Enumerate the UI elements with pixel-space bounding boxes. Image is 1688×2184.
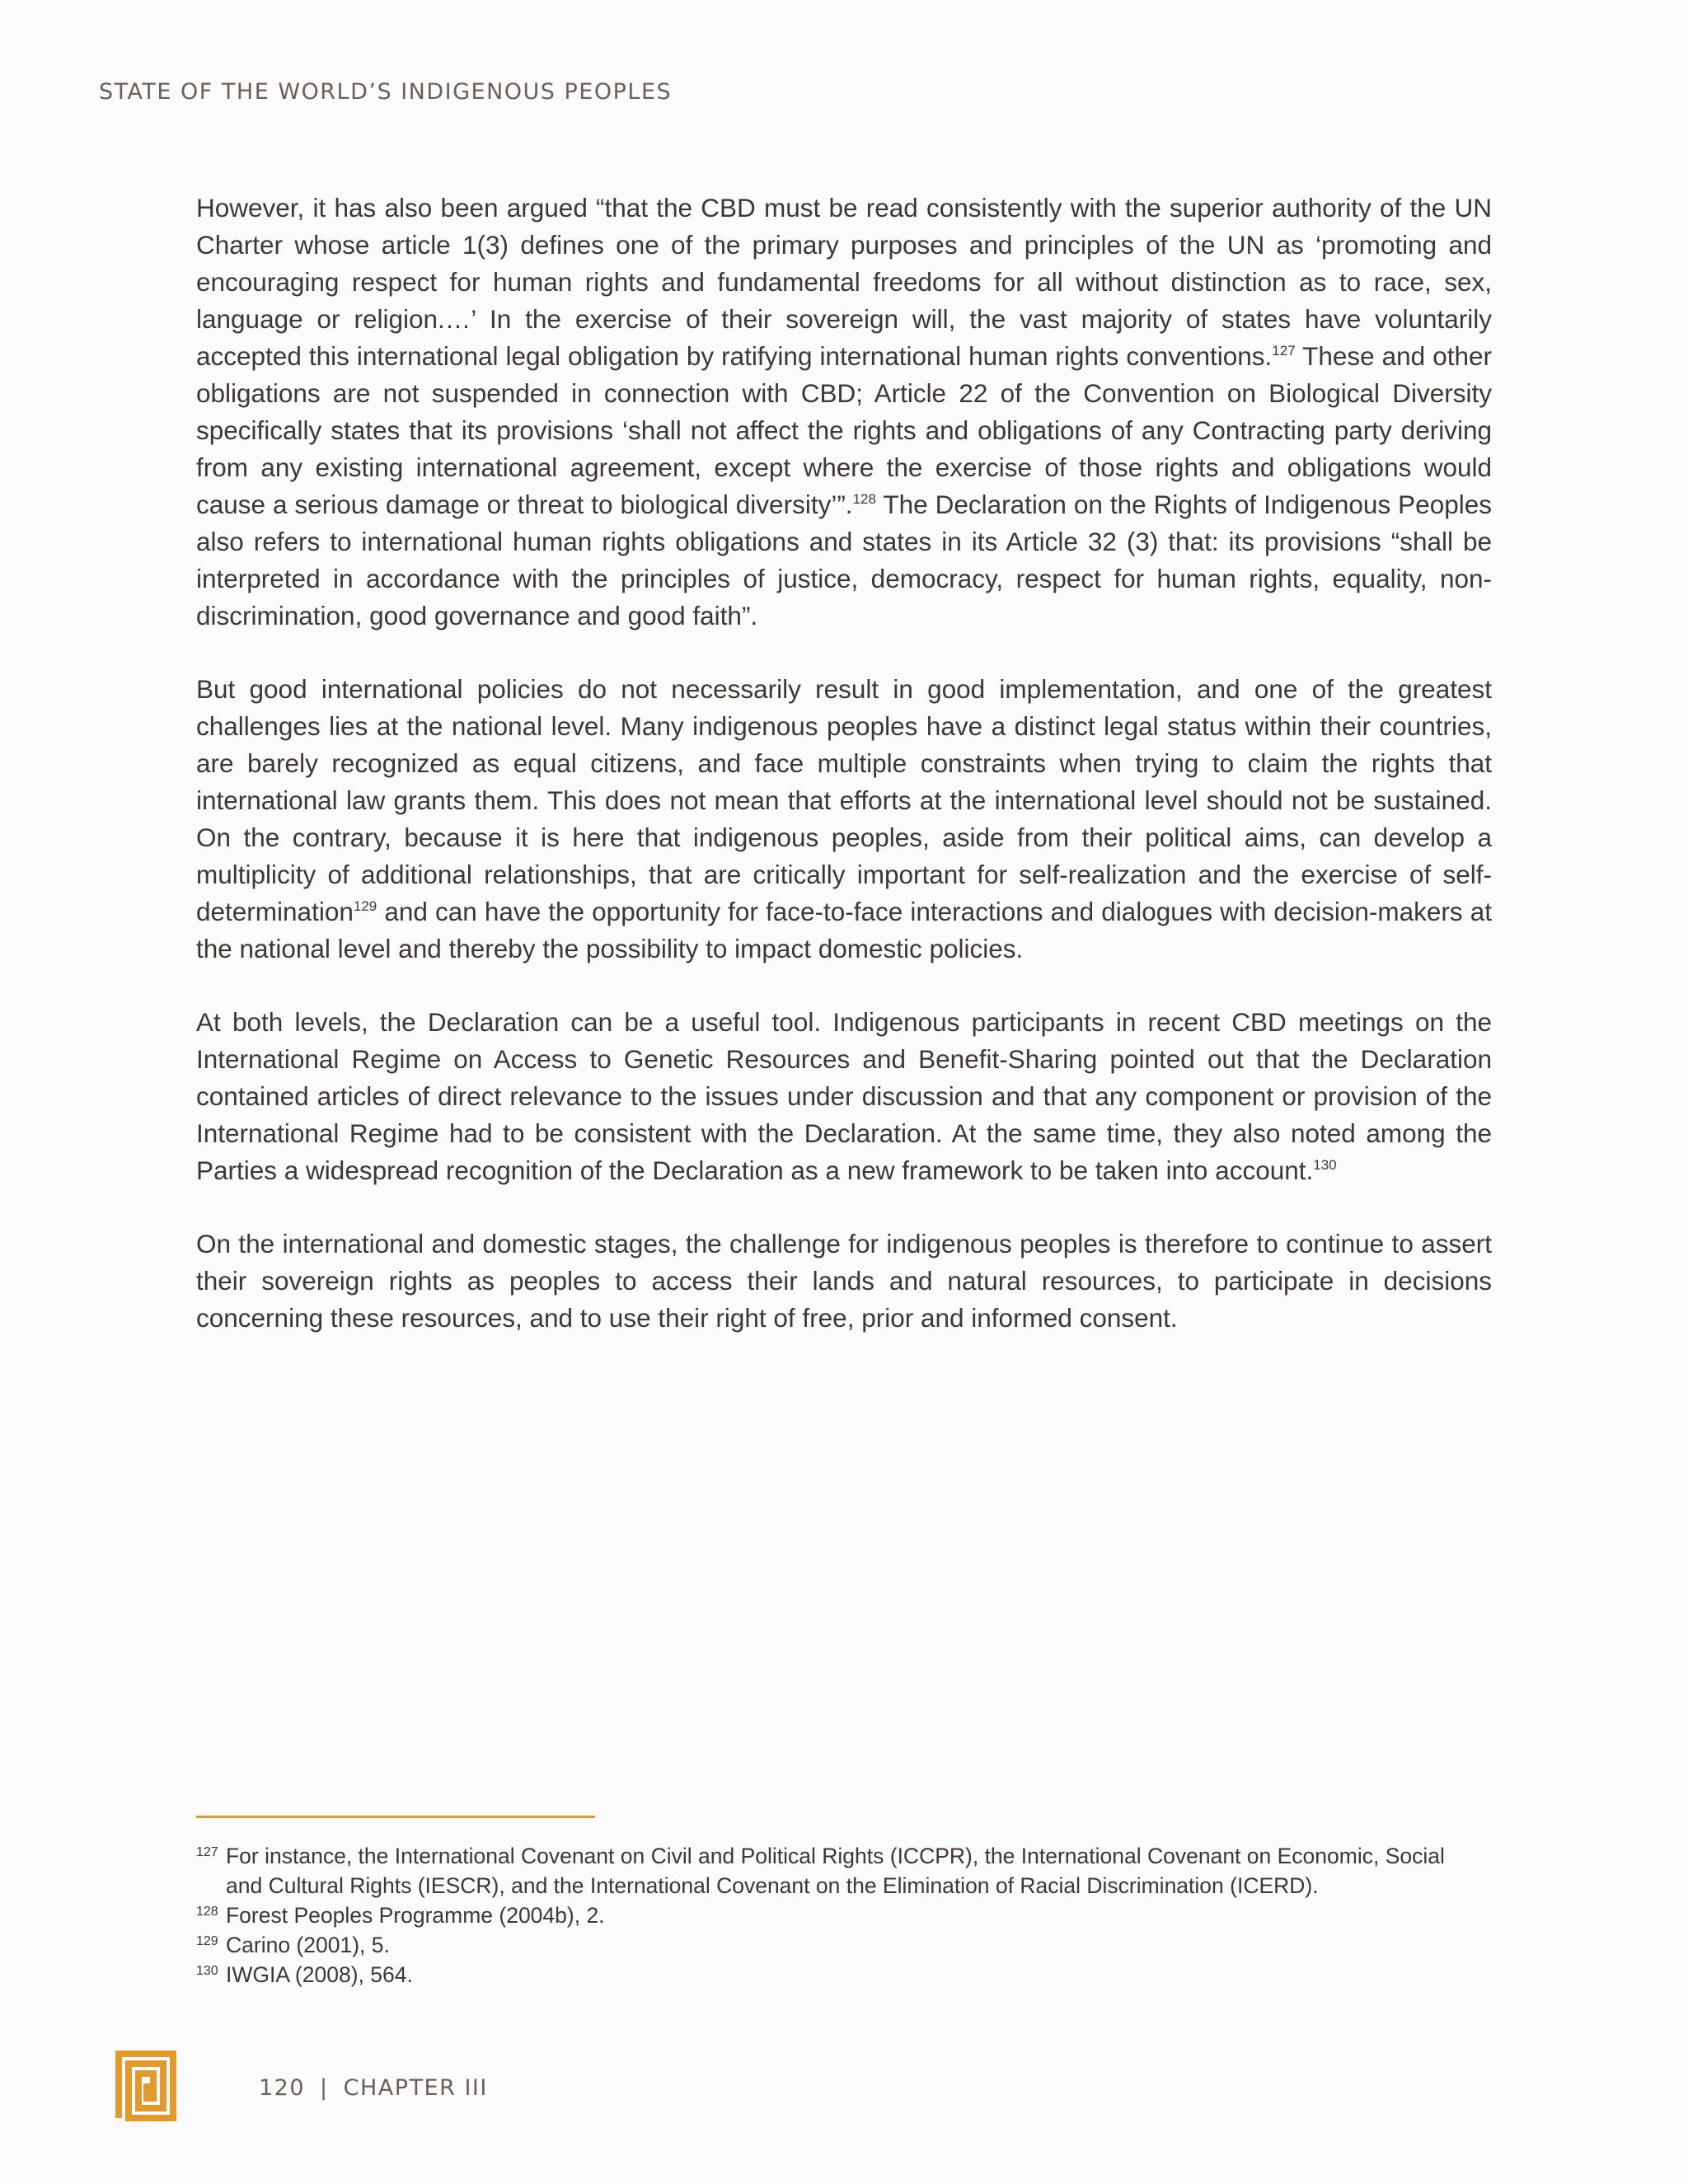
footnote	[196, 1841, 1465, 1900]
footnote	[196, 1930, 1465, 1960]
paragraph-text: However, it has also been argued “that the CBD must be read consistently with the superior authority of the UN Charter whose article 1(3) defines one of the primary purposes and principles of the UN as ‘promoting and encouraging respect for human rights and fundamental freedoms for all without distinction as to race, sex, language or religion.…’ In the exercise of their sovereign will, the vast majority of states have voluntarily accepted this international legal obligation by ratifying international human rights conventions.	[196, 193, 1492, 371]
footnote-number: 127	[196, 1845, 218, 1859]
footnote	[196, 1960, 1465, 1990]
footnote-text: Forest Peoples Programme (2004b), 2.	[226, 1903, 605, 1928]
paragraph-text: At both levels, the Declaration can be a useful tool. Indigenous participants in recent CBD meetings on the International Regime on Access to Genetic Resources and Benefit-Sharing pointed out that the Declaration contained articles of direct relevance to the issues under discussion and that any component or provision of the International Regime had to be consistent with the Declaration. At the same time, they also noted among the Parties a widespread recognition of the Declaration as a new framework to be taken into account.	[196, 1007, 1492, 1185]
paragraph	[196, 190, 1492, 635]
paragraph-text: and can have the opportunity for face-to-face interactions and dialogues with decision-makers at the national level and thereby the possibility to impact domestic policies.	[196, 897, 1492, 963]
page-folio	[259, 2075, 488, 2101]
footnote-ref[interactable]: 129	[353, 898, 377, 914]
footnote-text: IWGIA (2008), 564.	[226, 1962, 413, 1987]
page-number: 120	[259, 2074, 306, 2101]
footnote-ref[interactable]: 130	[1313, 1157, 1337, 1173]
page-footer	[115, 2050, 488, 2121]
footnote-ref[interactable]: 127	[1272, 343, 1296, 359]
paragraph	[196, 671, 1492, 968]
footnotes	[196, 1841, 1465, 1990]
footnote-number: 128	[196, 1905, 218, 1919]
paragraph-text: On the international and domestic stages, the challenge for indigenous peoples is therefore to continue to assert their sovereign rights as peoples to access their lands and natural resources, to participate in decisions concerning these resources, and to use their right of free, prior and informed consent.	[196, 1229, 1492, 1333]
footnote-divider	[196, 1816, 595, 1818]
paragraph-text: The Declaration on the Rights of Indigenous Peoples also refers to international human rights obligations and states in its Article 32 (3) that: its provisions “shall be interpreted in accordance with the principles of justice, democracy, respect for human rights, equality, non-discrimination, good governance and good faith”.	[196, 490, 1492, 630]
footnote-number: 130	[196, 1964, 218, 1978]
footnote-ref[interactable]: 128	[852, 491, 876, 507]
footnote-text: Carino (2001), 5.	[226, 1933, 390, 1957]
body-text	[196, 190, 1492, 1373]
footnote	[196, 1900, 1465, 1930]
footnote-text: For instance, the International Covenant on Civil and Political Rights (ICCPR), the International Covenant on Economic, Social and Cultural Rights (IESCR), and the International Covenant on the Elimination of Racial Discrimination (ICERD).	[226, 1844, 1445, 1898]
running-header: STATE OF THE WORLD’S INDIGENOUS PEOPLES	[99, 79, 673, 105]
paragraph-text: These and other obligations are not suspended in connection with CBD; Article 22 of the Convention on Biological Diversity specifically states that its provisions ‘shall not affect the rights and obligations of any Contracting party deriving from any existing international agreement, except where the exercise of those rights and obligations would cause a serious damage or threat to biological diversity’”.	[196, 341, 1492, 519]
chapter-label: CHAPTER III	[343, 2074, 488, 2101]
paragraph-text: But good international policies do not necessarily result in good implementation, and one of the greatest challenges lies at the national level. Many indigenous peoples have a distinct legal status within their countries, are barely recognized as equal citizens, and face multiple constraints when trying to claim the rights that international law grants them. This does not mean that efforts at the international level should not be sustained. On the contrary, because it is here that indigenous peoples, aside from their political aims, can develop a multiplicity of additional relationships, that are critically important for self-realization and the exercise of self-determination	[196, 674, 1492, 926]
spiral-logo-icon	[115, 2050, 176, 2121]
footnote-number: 129	[196, 1934, 218, 1948]
paragraph	[196, 1226, 1492, 1337]
folio-separator: |	[320, 2074, 329, 2101]
paragraph	[196, 1004, 1492, 1189]
